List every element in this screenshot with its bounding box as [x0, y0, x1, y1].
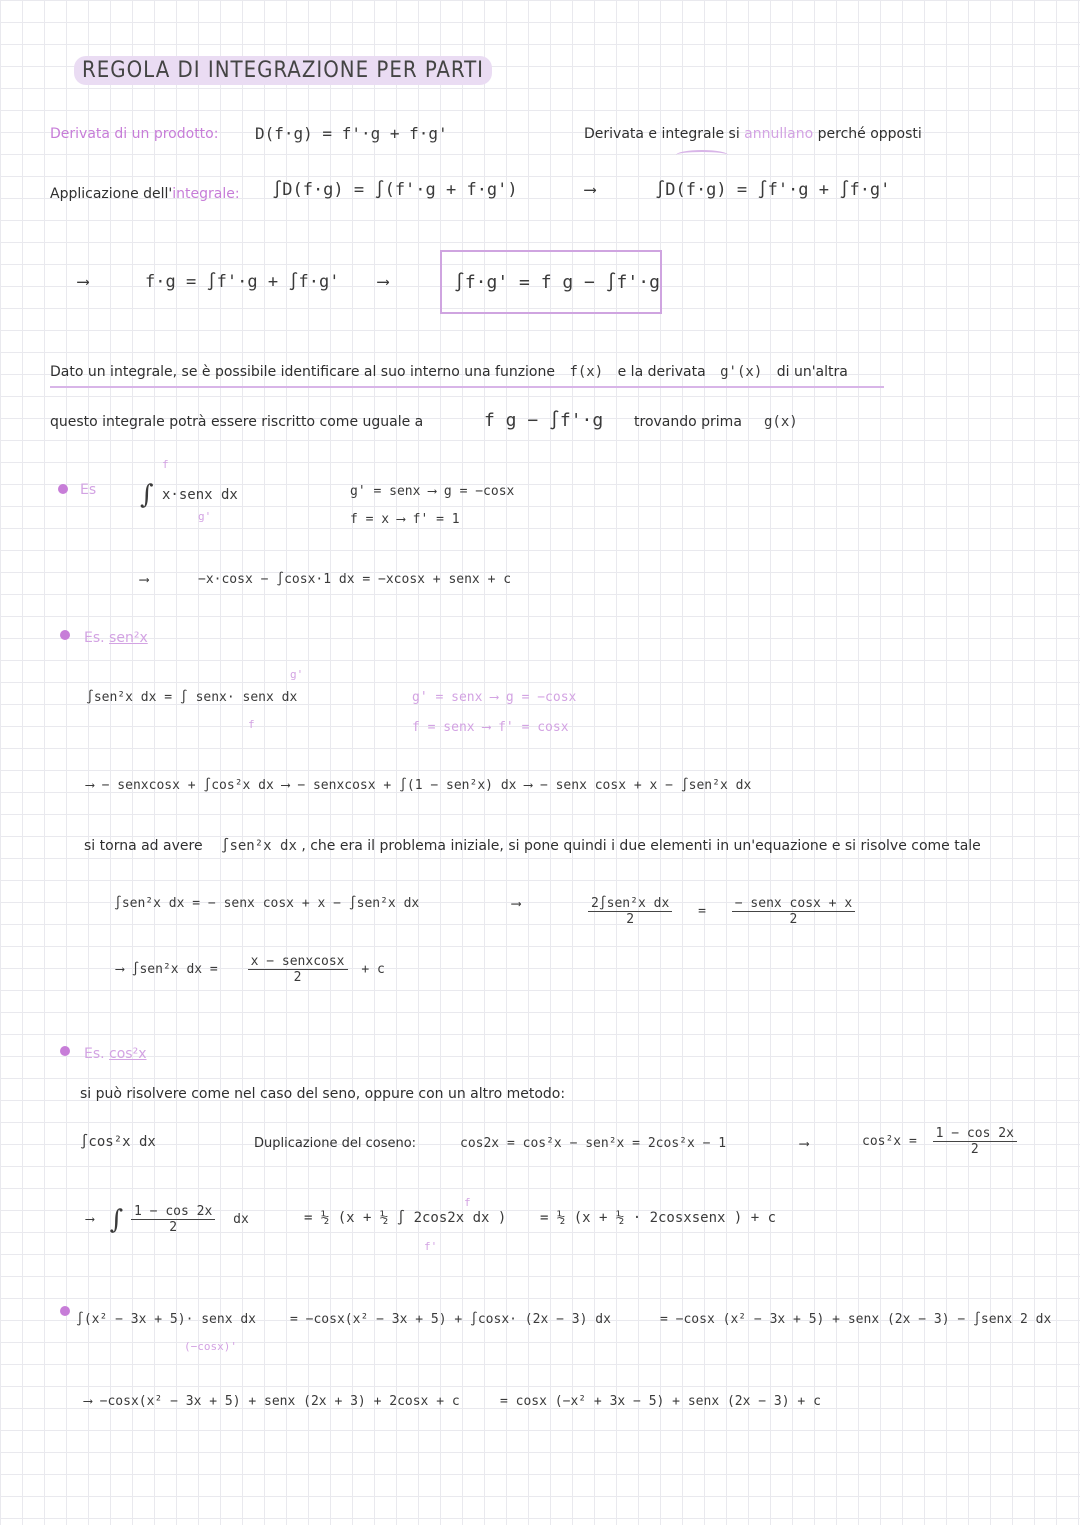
- arrow-2: ⟶: [78, 272, 89, 292]
- side-note: [584, 126, 922, 142]
- ex1-g-mark: g': [198, 510, 212, 523]
- ex2-back: [84, 838, 981, 854]
- ex3-integral: ∫cos²x dx: [80, 1134, 156, 1150]
- ex1-arrow: ⟶: [140, 572, 149, 588]
- boxed-rule: [440, 250, 662, 314]
- ex3-result: [862, 1126, 1017, 1157]
- ex2-final-left: ⟶ ∫sen²x dx =: [116, 962, 218, 977]
- ex3-res-num: 1 − cos 2x: [933, 1126, 1017, 1142]
- ex1-integral: ∫ x·senx dx: [140, 480, 238, 510]
- ex2-back-b: , che era il problema iniziale, si pone quindi i due elementi in un'equazione e si risolve come tale: [301, 838, 981, 854]
- rule-formula: f g − ∫f'·g: [484, 410, 604, 431]
- ex2-eq2-right-den: 2: [789, 912, 798, 927]
- bullet-1: [58, 484, 68, 494]
- ex3-int-den: 2: [169, 1220, 178, 1235]
- ex3-int: ⟶ ∫ $\frac{1 - \cos 2x}{2}$ dx: [86, 1204, 249, 1235]
- side-note-a: Derivata e integrale si: [584, 126, 745, 142]
- ex2-step: ⟶ − senxcosx + ∫cos²x dx ⟶ − senxcosx + ∫(1 − sen²x) dx ⟶ − senx cosx + x − ∫sen²x dx: [86, 778, 752, 793]
- side-formula: ∫D(f·g) = ∫f'·g + ∫f·g': [655, 180, 891, 200]
- ex2-arrow: ⟶: [512, 896, 521, 912]
- ex2-eq2: $\frac{\text{2∫sen²x dx}}{2}$ = $\frac{\text{− senx cosx + x}}{2}$: [588, 896, 855, 927]
- ex3-dup-formula: cos2x = cos²x − sen²x = 2cos²x − 1: [460, 1136, 727, 1151]
- side-note-b: annullano: [744, 126, 814, 142]
- derivata-label: Derivata di un prodotto:: [50, 126, 219, 142]
- rule-end: di un'altra: [776, 364, 848, 380]
- ex2-final-c: + c: [361, 962, 385, 977]
- ex3-f-mark: f: [464, 1196, 471, 1209]
- ex3-note: si può risolvere come nel caso del seno, oppure con un altro metodo:: [80, 1086, 566, 1102]
- rule-gx: g'(x): [720, 364, 763, 380]
- ex3-fp-mark: f': [424, 1240, 438, 1253]
- arrow-3: ⟶: [378, 272, 389, 292]
- ex4-eq2: = −cosx (x² − 3x + 5) + senx (2x − 3) − ∫senx 2 dx: [660, 1312, 1052, 1327]
- ex3-int-eq2: = ½ (x + ½ · 2cosxsenx ) + c: [540, 1210, 777, 1226]
- rule-gx-2: g(x): [764, 414, 798, 430]
- ex2-f-mark: f: [248, 718, 255, 731]
- ex2-eq: ∫sen²x dx = − senx cosx + x − ∫sen²x dx: [114, 896, 420, 911]
- arrow-1: ⟶: [585, 180, 596, 200]
- arrow-formula: f·g = ∫f'·g + ∫f·g': [145, 272, 340, 292]
- rule-line-1: [50, 364, 884, 388]
- ex3-int-eq1: = ½ (x + ½ ∫ 2cos2x dx ): [304, 1210, 507, 1226]
- ex2-final: [116, 954, 385, 985]
- ex4-line2-eq: = cosx (−x² + 3x − 5) + senx (2x − 3) + c: [500, 1394, 821, 1409]
- ex3-res-den: 2: [970, 1142, 979, 1157]
- squiggle-underline: [676, 150, 728, 160]
- ex3-label-text: Es.: [84, 1046, 105, 1062]
- ex3-dup-label: Duplicazione del coseno:: [254, 1136, 417, 1151]
- rule-line-2: questo integrale potrà essere riscritto come uguale a: [50, 414, 424, 430]
- bullet-4: [60, 1306, 70, 1316]
- bullet-3: [60, 1046, 70, 1056]
- derivata-formula: D(f·g) = f'·g + f·g': [255, 124, 448, 143]
- ex2-start: ∫sen²x dx = ∫ senx· senx dx: [86, 690, 298, 705]
- ex2-eq2-right: − senx cosx + x: [732, 896, 855, 912]
- ex1-gprime: g' = senx ⟶ g = −cosx: [350, 484, 515, 499]
- applicazione-word: integrale:: [172, 186, 240, 202]
- ex1-f: f = x ⟶ f' = 1: [350, 512, 460, 527]
- ex3-int-arrow: ⟶: [86, 1212, 94, 1227]
- ex4-integral: ∫(x² − 3x + 5)· senx dx: [76, 1312, 257, 1327]
- ex3-arrow: ⟶: [800, 1136, 809, 1152]
- ex1-f-mark: f: [162, 458, 169, 471]
- ex2-fn: sen²x: [109, 630, 148, 646]
- page-title: REGOLA DI INTEGRAZIONE PER PARTI: [74, 56, 492, 85]
- ex2-gprime: g' = senx ⟶ g = −cosx: [412, 690, 577, 705]
- rule-fx: f(x): [569, 364, 604, 380]
- rule-line1-text: Dato un integrale, se è possibile identificare al suo interno una funzione: [50, 364, 555, 380]
- ex2-final-num: x − senxcosx: [248, 954, 348, 970]
- ex2-final-den: 2: [293, 970, 302, 985]
- ex2-f: f = senx ⟶ f' = cosx: [412, 720, 569, 735]
- ex2-label: [84, 630, 148, 646]
- ex4-g-mark: (−cosx)': [184, 1340, 237, 1353]
- ex3-int-num: 1 − cos 2x: [131, 1204, 215, 1220]
- rule-end-text: trovando prima: [634, 414, 742, 430]
- rule-mid: e la derivata: [617, 364, 706, 380]
- bullet-2: [60, 630, 70, 640]
- ex4-line2: ⟶ −cosx(x² − 3x + 5) + senx (2x + 3) + 2cosx + c: [84, 1394, 460, 1409]
- ex2-eq2-left: 2∫sen²x dx: [588, 896, 672, 912]
- ex2-back-int: ∫sen²x dx: [221, 838, 297, 854]
- applicazione-text: Applicazione dell': [50, 186, 173, 202]
- ex2-label-text: Es.: [84, 630, 105, 646]
- ex2-g-mark: g': [290, 668, 304, 681]
- applicazione-formula: ∫D(f·g) = ∫(f'·g + f·g'): [272, 180, 518, 200]
- applicazione-label: [50, 186, 240, 202]
- ex3-label: [84, 1046, 147, 1062]
- boxed-formula: ∫f·g' = f g − ∫f'·g: [454, 272, 660, 293]
- ex1-integral-text: x·senx dx: [161, 487, 238, 503]
- ex1-result: −x·cosx − ∫cosx·1 dx = −xcosx + senx + c: [198, 572, 512, 587]
- ex1-label: Es: [80, 482, 97, 498]
- ex2-eq2-left-den: 2: [626, 912, 635, 927]
- side-note-c: perché opposti: [813, 126, 922, 142]
- ex3-fn: cos²x: [109, 1046, 147, 1062]
- ex3-int-dx: dx: [233, 1212, 249, 1227]
- ex3-res-lhs: cos²x =: [862, 1134, 917, 1149]
- ex4-eq1: = −cosx(x² − 3x + 5) + ∫cosx· (2x − 3) dx: [290, 1312, 611, 1327]
- ex2-back-a: si torna ad avere: [84, 838, 203, 854]
